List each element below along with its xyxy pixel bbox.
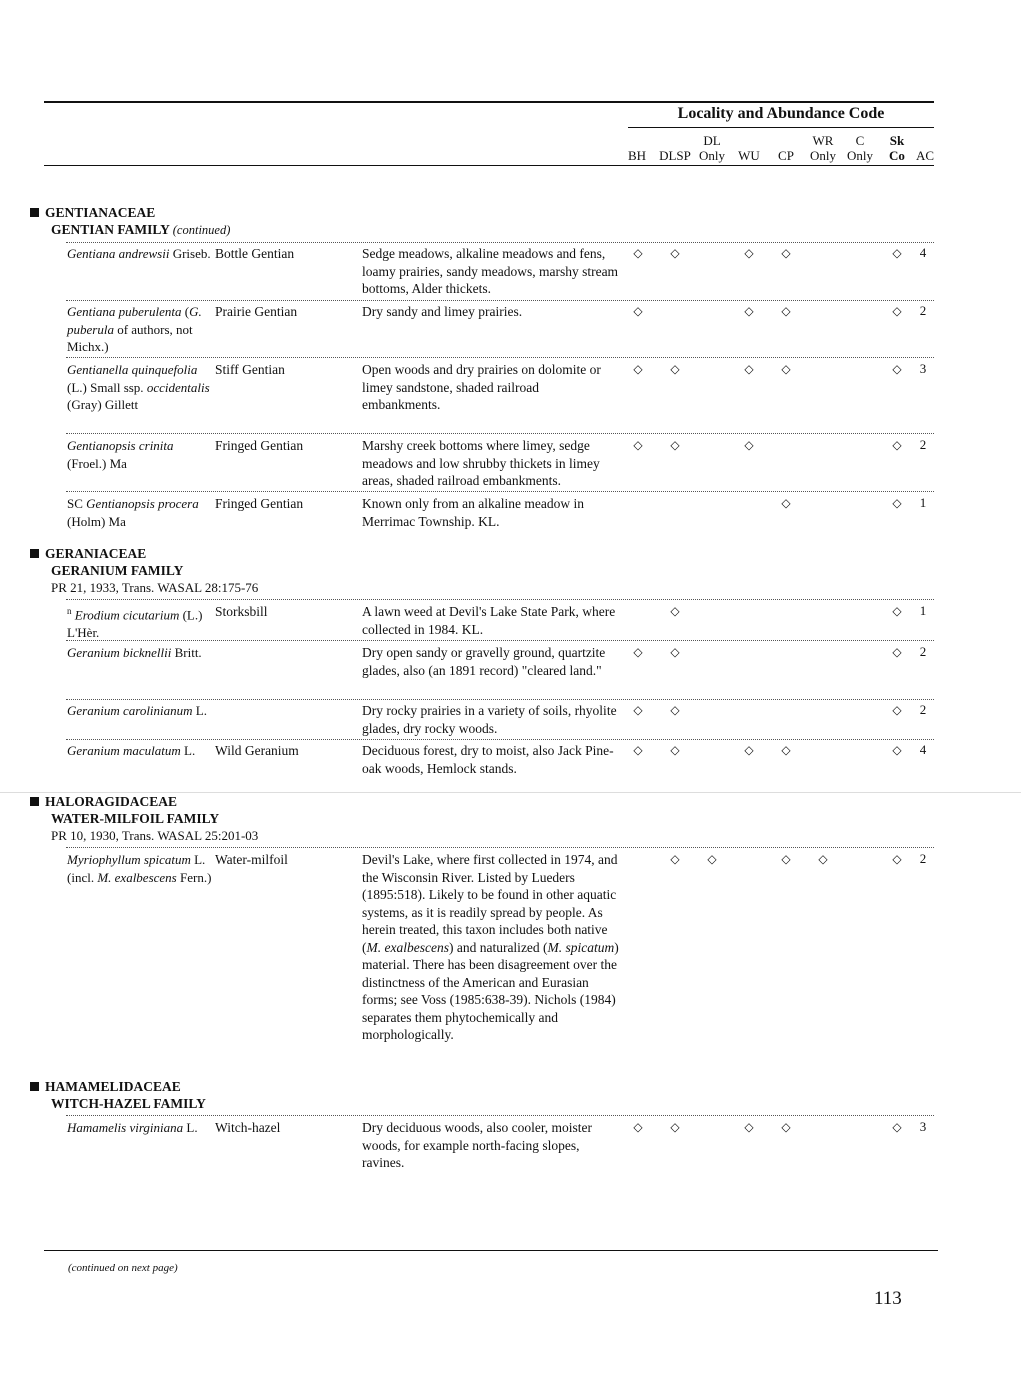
habitat-description: Marshy creek bottoms where limey, sedge meadows and low shrubby thickets in limey areas, shaded railroad embankments.: [362, 438, 600, 488]
locality-diamond-icon: ◇: [633, 703, 643, 717]
scientific-name: Myriophyllum spicatum L. (incl. M. exalbescens Fern.): [67, 852, 212, 885]
family-latin-name: GENTIANACEAE: [45, 205, 156, 220]
locality-diamond-icon: ◇: [781, 496, 791, 510]
dotted-separator: [66, 491, 934, 492]
column-header: WR Only: [810, 133, 836, 163]
locality-diamond-icon: ◇: [670, 743, 680, 757]
locality-diamond-icon: ◇: [781, 246, 791, 260]
common-name: Water-milfoil: [215, 852, 288, 867]
common-name: Wild Geranium: [215, 743, 299, 758]
locality-diamond-icon: ◇: [744, 246, 754, 260]
dotted-separator: [66, 300, 934, 301]
abundance-code: 2: [919, 851, 927, 866]
scientific-name: Gentiana andrewsii Griseb.: [67, 246, 211, 261]
family-common-name: GENTIAN FAMILY (continued): [51, 222, 231, 237]
family-heading: [30, 1079, 181, 1095]
habitat-description: Sedge meadows, alkaline meadows and fens, loamy prairies, sandy meadows, marshy stream bottoms, Alder thickets.: [362, 246, 619, 296]
locality-diamond-icon: ◇: [818, 852, 828, 866]
common-name: Bottle Gentian: [215, 246, 295, 261]
column-header: WU: [738, 148, 760, 163]
family-reference: PR 10, 1930, Trans. WASAL 25:201-03: [51, 828, 259, 843]
header-bottom-rule: [44, 165, 934, 166]
scientific-name: $^n$ Erodium cicutarium (L.) L'Hèr.: [67, 606, 203, 640]
habitat-description: A lawn weed at Devil's Lake State Park, where collected in 1984. KL.: [362, 604, 616, 637]
square-bullet-icon: [30, 549, 39, 558]
locality-diamond-icon: ◇: [744, 304, 754, 318]
column-header: DL Only: [699, 133, 725, 163]
abundance-code: 4: [919, 245, 927, 260]
family-heading: [30, 794, 177, 810]
locality-diamond-icon: ◇: [892, 645, 902, 659]
locality-diamond-icon: ◇: [781, 304, 791, 318]
habitat-description: Dry open sandy or gravelly ground, quartzite glades, also (an 1891 record) "cleared land.": [362, 645, 606, 678]
locality-diamond-icon: ◇: [633, 438, 643, 452]
locality-diamond-icon: ◇: [633, 645, 643, 659]
square-bullet-icon: [30, 797, 39, 806]
locality-diamond-icon: ◇: [670, 852, 680, 866]
locality-diamond-icon: ◇: [892, 496, 902, 510]
column-header: Sk Co: [889, 133, 905, 163]
locality-diamond-icon: ◇: [892, 703, 902, 717]
locality-diamond-icon: ◇: [670, 604, 680, 618]
locality-diamond-icon: ◇: [744, 438, 754, 452]
locality-diamond-icon: ◇: [633, 362, 643, 376]
square-bullet-icon: [30, 208, 39, 217]
habitat-description: Dry deciduous woods, also cooler, moister woods, for example north-facing slopes, ravines.: [362, 1120, 593, 1170]
locality-diamond-icon: ◇: [744, 362, 754, 376]
dotted-separator: [66, 433, 934, 434]
dotted-separator: [66, 640, 934, 641]
habitat-description: Dry sandy and limey prairies.: [362, 304, 523, 319]
family-latin-name: HALORAGIDACEAE: [45, 794, 178, 809]
habitat-description: Devil's Lake, where first collected in 1974, and the Wisconsin River. Listed by Lueders (1895:518). Likely to be found in other aquatic systems, as it is readily spread by people. As herein treated, this taxon includes both native (M. exalbescens) and naturalized (M. spicatum) material. There has been disagreement over the distinctness of the American and Eurasian forms; see Voss (1985:638-39). Nichols (1984) separates them phytochemically and morphologically.: [362, 852, 619, 1042]
square-bullet-icon: [30, 1082, 39, 1091]
dotted-separator: [66, 1115, 934, 1116]
dotted-separator: [66, 847, 934, 848]
common-name: Storksbill: [215, 604, 268, 619]
abundance-code: 1: [919, 603, 927, 618]
continued-note: (continued on next page): [68, 1262, 178, 1274]
locality-diamond-icon: ◇: [633, 246, 643, 260]
habitat-description: Known only from an alkaline meadow in Merrimac Township. KL.: [362, 496, 584, 529]
column-header: BH: [627, 148, 647, 163]
locality-diamond-icon: ◇: [781, 852, 791, 866]
top-rule: [44, 101, 934, 103]
abundance-code: 2: [919, 303, 927, 318]
family-common-name: WITCH-HAZEL FAMILY: [51, 1096, 206, 1111]
family-common-name: GERANIUM FAMILY: [51, 563, 184, 578]
habitat-description: Open woods and dry prairies on dolomite or limey sandstone, shaded railroad embankments.: [362, 362, 601, 412]
locality-diamond-icon: ◇: [781, 743, 791, 757]
dotted-separator: [66, 357, 934, 358]
dotted-separator: [66, 699, 934, 700]
locality-diamond-icon: ◇: [744, 1120, 754, 1134]
scientific-name: Hamamelis virginiana L.: [67, 1120, 198, 1135]
locality-diamond-icon: ◇: [744, 743, 754, 757]
abundance-code: 1: [919, 495, 927, 510]
scientific-name: Geranium carolinianum L.: [67, 703, 207, 718]
family-heading: [30, 205, 155, 221]
dotted-separator: [66, 599, 934, 600]
locality-diamond-icon: ◇: [633, 1120, 643, 1134]
scientific-name: Gentianella quinquefolia (L.) Small ssp. occidentalis (Gray) Gillett: [67, 362, 210, 412]
locality-diamond-icon: ◇: [670, 1120, 680, 1134]
scientific-name: SC Gentianopsis procera (Holm) Ma: [67, 496, 199, 529]
abundance-code: 2: [919, 702, 927, 717]
dotted-separator: [66, 739, 934, 740]
column-header: DLSP: [659, 148, 691, 163]
locality-diamond-icon: ◇: [892, 246, 902, 260]
locality-diamond-icon: ◇: [707, 852, 717, 866]
column-header: C Only: [847, 133, 873, 163]
scientific-name: Geranium bicknellii Britt.: [67, 645, 202, 660]
family-heading: [30, 546, 146, 562]
scientific-name: Gentiana puberulenta (G. puberula of authors, not Michx.): [67, 304, 202, 354]
abundance-code: 3: [919, 1119, 927, 1134]
locality-title: Locality and Abundance Code: [677, 105, 885, 122]
family-latin-name: HAMAMELIDACEAE: [45, 1079, 181, 1094]
footer-rule: [44, 1250, 938, 1251]
locality-diamond-icon: ◇: [670, 438, 680, 452]
column-header: CP: [778, 148, 794, 163]
abundance-code: 3: [919, 361, 927, 376]
common-name: Fringed Gentian: [215, 496, 304, 511]
scan-artifact-line: [0, 792, 1021, 793]
dotted-separator: [66, 242, 934, 243]
family-common-name: WATER-MILFOIL FAMILY: [51, 811, 220, 826]
locality-diamond-icon: ◇: [670, 246, 680, 260]
column-header: AC: [915, 148, 935, 163]
common-name: Stiff Gentian: [215, 362, 285, 377]
locality-diamond-icon: ◇: [892, 852, 902, 866]
locality-diamond-icon: ◇: [670, 703, 680, 717]
locality-diamond-icon: ◇: [892, 438, 902, 452]
habitat-description: Dry rocky prairies in a variety of soils, rhyolite glades, dry rocky woods.: [362, 703, 617, 736]
habitat-description: Deciduous forest, dry to moist, also Jack Pine-oak woods, Hemlock stands.: [362, 743, 614, 776]
family-reference: PR 21, 1933, Trans. WASAL 28:175-76: [51, 580, 259, 595]
page-number: 113: [874, 1288, 902, 1309]
locality-diamond-icon: ◇: [892, 362, 902, 376]
locality-diamond-icon: ◇: [781, 362, 791, 376]
abundance-code: 2: [919, 437, 927, 452]
common-name: Fringed Gentian: [215, 438, 304, 453]
family-latin-name: GERANIACEAE: [45, 546, 147, 561]
scientific-name: Gentianopsis crinita (Froel.) Ma: [67, 438, 174, 471]
locality-diamond-icon: ◇: [892, 304, 902, 318]
locality-diamond-icon: ◇: [892, 604, 902, 618]
abundance-code: 2: [919, 644, 927, 659]
locality-diamond-icon: ◇: [670, 645, 680, 659]
locality-diamond-icon: ◇: [670, 362, 680, 376]
locality-diamond-icon: ◇: [781, 1120, 791, 1134]
locality-diamond-icon: ◇: [633, 304, 643, 318]
locality-diamond-icon: ◇: [892, 1120, 902, 1134]
locality-rule: [628, 127, 934, 128]
locality-diamond-icon: ◇: [892, 743, 902, 757]
common-name: Prairie Gentian: [215, 304, 298, 319]
abundance-code: 4: [919, 742, 927, 757]
scientific-name: Geranium maculatum L.: [67, 743, 196, 758]
locality-diamond-icon: ◇: [633, 743, 643, 757]
common-name: Witch-hazel: [215, 1120, 281, 1135]
